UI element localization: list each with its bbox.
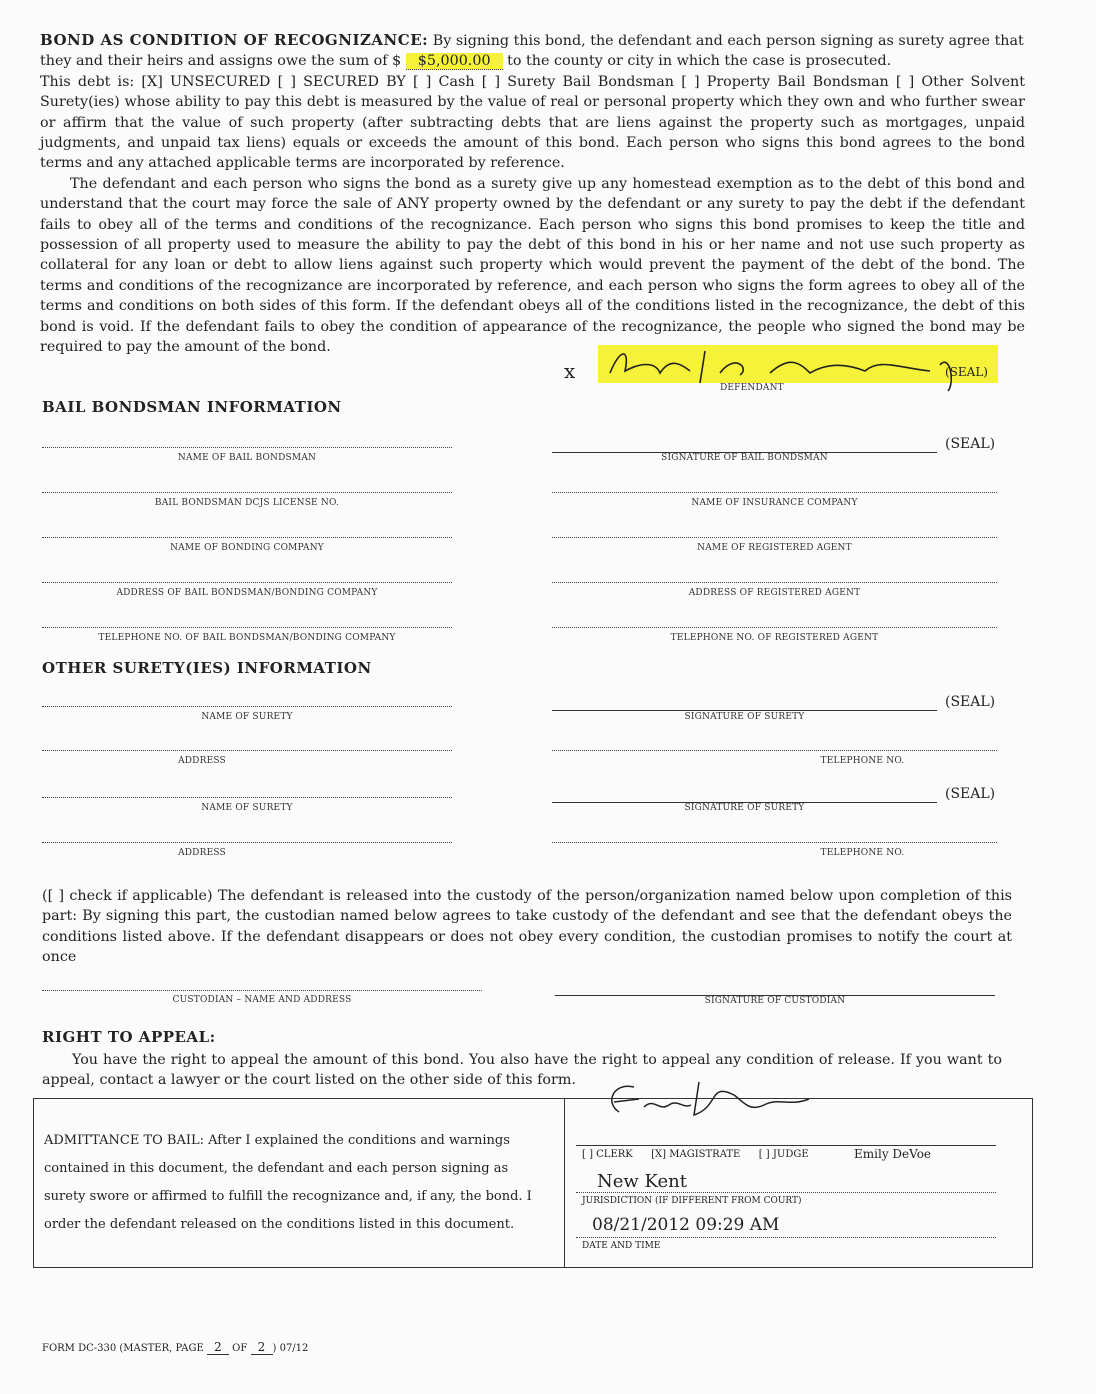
insurance-line (552, 492, 997, 493)
clerk-checkbox: [ ] CLERK (582, 1149, 633, 1160)
surety1-seal: (SEAL) (945, 694, 996, 710)
official-name: Emily DeVoe (854, 1147, 932, 1161)
insurance-caption: NAME OF INSURANCE COMPANY (691, 498, 858, 508)
bond-amount: $5,000.00 (406, 53, 503, 70)
surety2-seal: (SEAL) (945, 786, 996, 802)
surety2-telephone-caption: TELEPHONE NO. (820, 848, 905, 858)
signature-x-mark: x (564, 359, 576, 383)
defendant-seal: (SEAL) (945, 365, 988, 379)
debt-text: This debt is: [X] UNSECURED [ ] SECURED BY [ ] Cash [ ] Surety Bail Bondsman [ ] Property Bail Bondsman [ ] Other Solvent Surety(ies) whose ability to pay this debt is measured by the value of real or personal property which they own and who further swear or affirm that the value of such property (after subtracting debts that are liens against the property such as mortgages, unpaid judgments, and unpaid tax liens) equals or exceeds the amount of this bond. Each person who signs this bond agrees to the bond terms and any attached applicable terms are incorporated by reference. (40, 73, 1025, 172)
judge-checkbox: [ ] JUDGE (758, 1149, 809, 1160)
bond-paragraph (40, 30, 1025, 358)
page-number: 2 (207, 1340, 229, 1355)
magistrate-signature (599, 1077, 839, 1127)
surety2-signature-caption: SIGNATURE OF SURETY (684, 803, 805, 813)
bondsman-name-line (42, 447, 452, 448)
jurisdiction-caption: JURISDICTION (IF DIFFERENT FROM COURT) (582, 1196, 802, 1206)
of-label: OF (232, 1343, 248, 1354)
bondsman-telephone-caption: TELEPHONE NO. OF BAIL BONDSMAN/BONDING COMPANY (98, 633, 396, 643)
bondsman-telephone-line (42, 627, 452, 628)
agent-address-caption: ADDRESS OF REGISTERED AGENT (688, 588, 861, 598)
admittance-box (33, 1098, 1033, 1268)
bondsman-address-caption: ADDRESS OF BAIL BONDSMAN/BONDING COMPANY (116, 588, 378, 598)
custodian-name-caption: CUSTODIAN – NAME AND ADDRESS (172, 995, 352, 1005)
appeal-paragraph (42, 1050, 1002, 1091)
form-revision: ) 07/12 (272, 1343, 309, 1354)
bonding-company-line (42, 537, 452, 538)
agent-address-line (552, 582, 997, 583)
bondsman-signature-caption: SIGNATURE OF BAIL BONDSMAN (661, 453, 828, 463)
bondsman-seal: (SEAL) (945, 436, 996, 452)
license-caption: BAIL BONDSMAN DCJS LICENSE NO. (154, 498, 340, 508)
homestead-paragraph: The defendant and each person who signs the bond as a surety give up any homestead exemption as to the debt of this bond and understand that the court may force the sale of ANY property owned by the defendant or any surety to pay the debt if the defendant fails to obey all of the terms and conditions of the recognizance. Each person who signs this bond promises to keep the title and possession of all property used to measure the ability to pay the debt of this bond in his or her name and not use such property as collateral for any loan or debt to allow liens against such property which would prevent the payment of the debt of the bond. The terms and conditions of the recognizance are incorporated by reference, and each person who signs the form agrees to obey all of the terms and conditions on both sides of this form. If the defendant obeys all of the conditions listed in the recognizance, the debt of this bond is void. If the defendant fails to obey the condition of appearance of the recognizance, the people who signed the bond may be required to pay the amount of the bond. (40, 175, 1025, 356)
admittance-text: ADMITTANCE TO BAIL: After I explained the conditions and warnings contained in this document, the defendant and each person signing as surety swore or affirmed to fulfill the recognizance and, if any, the bond. I order the defendant released on the conditions listed in this document. (44, 1133, 532, 1232)
license-line (42, 492, 452, 493)
datetime-line (576, 1237, 996, 1238)
surety2-address-caption: ADDRESS (178, 848, 226, 858)
datetime-caption: DATE AND TIME (582, 1241, 661, 1251)
admittance-divider (564, 1099, 565, 1267)
bondsman-address-line (42, 582, 452, 583)
signature-line (576, 1145, 996, 1146)
surety2-telephone-line (552, 842, 997, 843)
surety1-signature-line (552, 710, 937, 711)
form-label: FORM DC-330 (MASTER, PAGE (42, 1343, 204, 1354)
surety1-telephone-caption: TELEPHONE NO. (820, 756, 905, 766)
surety1-address-line (42, 750, 452, 751)
surety1-name-line (42, 706, 452, 707)
surety-heading: OTHER SURETY(IES) INFORMATION (42, 659, 372, 677)
bondsman-name-caption: NAME OF BAIL BONDSMAN (177, 453, 317, 463)
form-footer (42, 1340, 308, 1355)
registered-agent-caption: NAME OF REGISTERED AGENT (697, 543, 852, 553)
bond-line1: By signing this bond, the defendant and each person signing as surety agree that (432, 33, 1024, 49)
page-total: 2 (251, 1340, 273, 1355)
bond-line2-pre: they and their heirs and assigns owe the sum of $ (40, 53, 402, 70)
bail-bondsman-heading: BAIL BONDSMAN INFORMATION (42, 398, 342, 416)
surety1-address-caption: ADDRESS (178, 756, 226, 766)
surety1-telephone-line (552, 750, 997, 751)
custodian-signature-caption: SIGNATURE OF CUSTODIAN (704, 996, 846, 1006)
surety2-name-line (42, 797, 452, 798)
bond-heading: BOND AS CONDITION OF RECOGNIZANCE: (40, 31, 429, 49)
appeal-text: You have the right to appeal the amount of this bond. You also have the right to appeal any condition of release. If you want to appeal, contact a lawyer or the court listed on the other side of this form. (42, 1052, 1002, 1089)
bonding-company-caption: NAME OF BONDING COMPANY (170, 543, 324, 553)
custodian-name-line (42, 990, 482, 991)
defendant-caption: DEFENDANT (720, 383, 784, 393)
surety2-name-caption: NAME OF SURETY (201, 803, 293, 813)
agent-telephone-caption: TELEPHONE NO. OF REGISTERED AGENT (670, 633, 879, 643)
appeal-heading: RIGHT TO APPEAL: (42, 1028, 216, 1046)
surety1-signature-caption: SIGNATURE OF SURETY (684, 712, 805, 722)
registered-agent-line (552, 537, 997, 538)
role-checkboxes (582, 1149, 809, 1160)
custodian-paragraph: ([ ] check if applicable) The defendant is released into the custody of the person/organization named below upon completion of this part: By signing this part, the custodian named below agrees to take custody of the defendant and see that the defendant obeys the conditions listed above. If the defendant disappears or does not obey every condition, the custodian promises to notify the court at once (42, 888, 1012, 966)
bond-line2-post: to the county or city in which the case is prosecuted. (507, 53, 892, 70)
agent-telephone-line (552, 627, 997, 628)
jurisdiction-line (576, 1192, 996, 1193)
surety1-name-caption: NAME OF SURETY (201, 712, 293, 722)
jurisdiction-value: New Kent (597, 1171, 687, 1192)
surety2-address-line (42, 842, 452, 843)
datetime-value: 08/21/2012 09:29 AM (592, 1215, 780, 1235)
magistrate-checkbox: [X] MAGISTRATE (651, 1149, 741, 1160)
defendant-signature-area (560, 345, 1000, 393)
defendant-signature (600, 343, 1000, 393)
